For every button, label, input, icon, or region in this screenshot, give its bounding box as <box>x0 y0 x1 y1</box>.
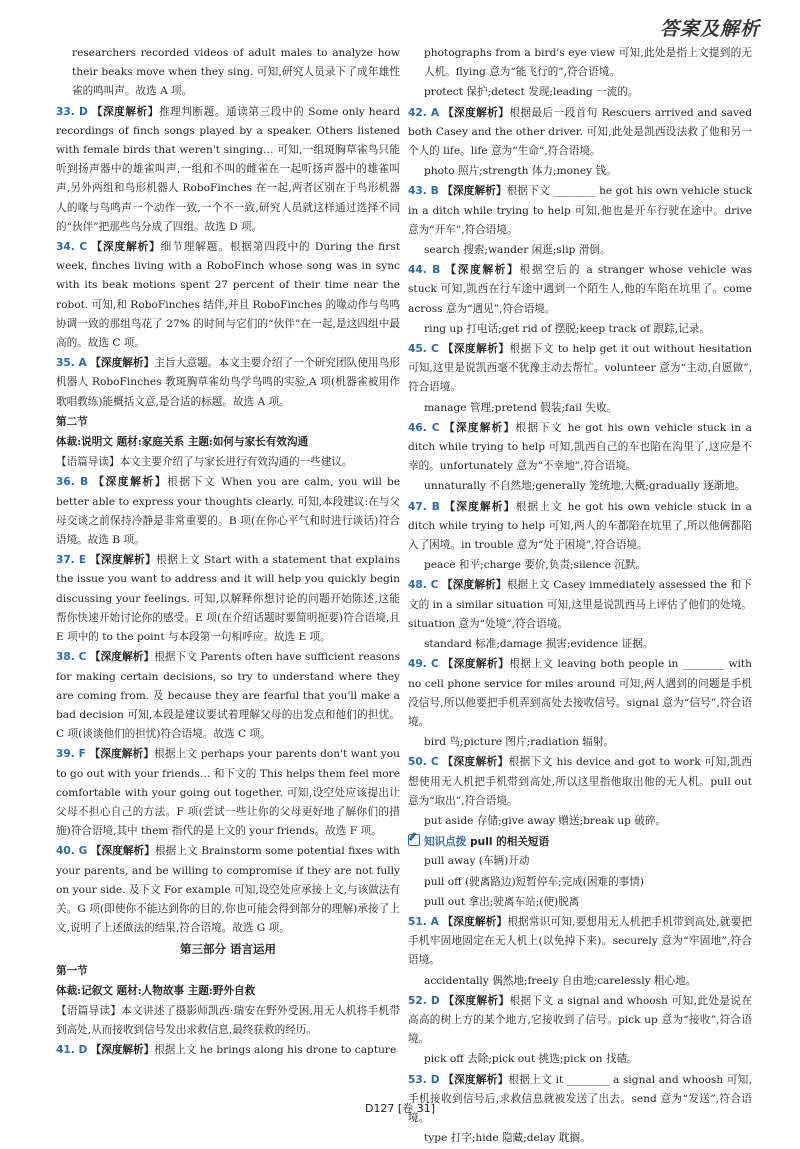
part-heading: 第三部分 语言运用 <box>179 942 276 957</box>
answer-item <box>56 745 400 841</box>
knowledge-point <box>408 833 752 852</box>
paragraph: 【语篇导读】本文主要介绍了与家长进行有效沟通的一些建议。 <box>56 456 353 469</box>
right-column <box>408 44 752 1149</box>
analysis-tag: 【深度解析】 <box>442 658 510 671</box>
answer-item <box>408 261 752 319</box>
paragraph: ring up 打电话;get rid of 摆脱;keep track of 跟踪,记录。 <box>424 322 710 335</box>
paragraph: manage 管理;pretend 假装;fail 失败。 <box>424 401 618 414</box>
answer-number: 42. A <box>408 106 440 119</box>
paragraph: standard 标准;damage 损害;evidence 证据。 <box>424 638 654 651</box>
analysis-tag: 【深度解析】 <box>442 106 510 119</box>
analysis-tag: 【深度解析】 <box>443 994 510 1007</box>
paragraph: unnaturally 不自然地;generally 笼统地,大概;gradually 逐渐地。 <box>424 480 746 493</box>
analysis-tag: 【深度解析】 <box>91 241 161 254</box>
paragraph: search 搜索;wander 闲逛;slip 滑倒。 <box>424 244 611 257</box>
analysis-tag: 【深度解析】 <box>442 915 508 928</box>
answer-item <box>408 913 752 971</box>
answer-text: 根据下文 a signal and whoosh 可知,此处是说在高高的树上方的某个地方,它接收到了信号。pick up 意为“接收”,符合语境。 <box>408 994 753 1046</box>
paragraph: 【语篇导读】本文讲述了摄影师凯西·瑞安在野外受困,用无人机将手机带到高处,从而接收到信号发出求救信息,最终获救的经历。 <box>56 1004 400 1037</box>
section-heading: 体裁:记叙文 题材:人物故事 主题:野外自救 <box>56 984 256 997</box>
answer-text: 根据下文 his device and got to work 可知,凯西想使用无人机把手机带到高处,所以这里指他取出他的无人机。pull out 意为“取出”,符合语境。 <box>408 756 753 807</box>
pencil-icon <box>408 834 420 846</box>
answer-item <box>408 182 752 240</box>
paragraph: pull away (车辆)开动 <box>424 855 530 868</box>
answer-number: 45. C <box>408 343 439 356</box>
answer-number: 53. D <box>408 1073 440 1086</box>
paragraph: peace 和平;charge 要价,负责;silence 沉默。 <box>424 559 647 572</box>
answer-number: 41. D <box>56 1044 88 1057</box>
answer-number: 34. C <box>56 241 88 254</box>
answer-item <box>56 473 400 550</box>
paragraph: pick off 去除;pick out 挑选;pick on 找碴。 <box>424 1053 638 1066</box>
analysis-tag: 【深度解析】 <box>89 651 155 664</box>
answer-text: 细节理解题。根据第四段中的 During the first week, finches living with a RoboFinch whose song was in sync with its beak motions spent 27 percent of their time near the robot. 可知,和 RoboFinches 结伴,并且 RoboFinches 的喙动作与鸟鸣协调一致的那组鸟花了 27% 的时间与它们的“伙伴”在一起,是这四组中最高的。故选 C 项。 <box>56 241 401 350</box>
answer-number: 40. G <box>56 845 88 858</box>
answer-number: 49. C <box>408 658 439 671</box>
answer-number: 43. B <box>408 185 439 198</box>
analysis-tag: 【深度解析】 <box>442 185 507 198</box>
knowledge-point-label: 知识点拨 <box>424 836 467 849</box>
answer-number: 46. C <box>408 421 440 434</box>
answer-number: 44. B <box>408 264 441 277</box>
answer-number: 33. D <box>56 105 88 118</box>
left-column <box>56 44 400 1062</box>
answer-text: 根据下文 When you are calm, you will be better able to express your thoughts clearly. 可知,本段建议:在与父母交谈之前保持冷静是非常重要的。B 项(在你心平气和时进行谈话)符合语境。故选 B 项。 <box>56 476 401 547</box>
answer-item <box>56 103 400 237</box>
answer-number: 47. B <box>408 500 440 513</box>
answer-number: 36. B <box>56 476 89 489</box>
answer-item <box>56 551 400 647</box>
answer-number: 50. C <box>408 756 439 769</box>
analysis-tag: 【深度解析】 <box>445 264 520 277</box>
page-footer: D127 [卷 31] <box>364 1102 436 1115</box>
answer-text: 根据上文 Brainstorm some potential fixes with your parents, and be willing to compromise if they are not fully on your side. 及下文 For example 可知,设空处应承接上文,与该做法有关。G 项(即使你不能达到你的目的,你也可能会得到部分的理解)承接了上文,说明了上述做法的结果,符合语境。故选 G 项。 <box>56 845 400 935</box>
analysis-tag: 【深度解析】 <box>89 748 155 761</box>
analysis-tag: 【深度解析】 <box>442 343 510 356</box>
answer-number: 37. E <box>56 554 87 567</box>
answer-item <box>408 419 752 477</box>
answer-item <box>408 498 752 556</box>
answer-text: 根据上文 he brings along his drone to capture <box>154 1044 397 1057</box>
answer-number: 35. A <box>56 357 87 370</box>
answer-text: 根据常识可知,要想用无人机把手机带到高处,就要把手机牢固地固定在无人机上(以免掉下来)。securely 意为“牢固地”,符合语境。 <box>408 915 753 967</box>
analysis-tag: 【深度解析】 <box>91 105 159 118</box>
section-heading: 体裁:说明文 题材:家庭关系 主题:如何与家长有效沟通 <box>56 436 309 449</box>
section-heading: 第一节 <box>56 964 88 977</box>
answer-text: 推理判断题。通读第三段中的 Some only heard recordings of finch songs played by a speaker. Others listened with female birds that weren't singing… 可知,一组斑胸草雀鸟只能听到扬声器中的雄雀叫声,一组和不叫的雌雀在一起听扬声器中的雄雀叫声,另外两组和鸟形机器人 RoboFinches 在一起,两者区别在于鸟形机器人的喙与鸟鸣声一个动作一致,一个不一致,研究人员就这样通过选择不同的“伙伴”把那些鸟分成了四组。故选 D 项。 <box>56 105 401 233</box>
analysis-tag: 【深度解析】 <box>89 554 157 567</box>
answer-text: 主旨大意题。本文主要介绍了一个研究团队使用鸟形机器人 RoboFinches 教斑胸草雀幼鸟学鸟鸣的实验,A 项(机器雀被用作歌唱教练)能概括文意,是合适的标题。故选 A 项。 <box>56 357 401 408</box>
analysis-tag: 【深度解析】 <box>90 845 155 858</box>
answer-text: 根据上文 it ________ a signal and whoosh 可知,手机接收到信号后,求救信息就被发送了出去。send 意为“发送”,符合语境。 <box>408 1073 753 1124</box>
analysis-tag: 【深度解析】 <box>442 756 509 769</box>
answer-item <box>408 992 752 1050</box>
answer-number: 38. C <box>56 651 87 664</box>
answer-text: 根据下文 ________ he got his own vehicle stuck in a ditch while trying to help 可知,他也是开车行驶在途中。drive 意为“开车”,符合语境。 <box>408 185 753 236</box>
analysis-tag: 【深度解析】 <box>444 421 516 434</box>
knowledge-point-title: pull 的相关短语 <box>470 836 550 849</box>
paragraph: accidentally 偶然地;freely 自由地;carelessly 粗心地。 <box>424 974 697 987</box>
answer-text: 根据最后一段首句 Rescuers arrived and saved both Casey and the other driver. 可知,此处是凯西设法救了他和另一个人的 life。life 意为“生命”,符合语境。 <box>408 106 752 158</box>
paragraph: researchers recorded videos of adult males to analyze how their beaks move when they sing. 可知,研究人员录下了成年雄性雀的鸣叫声。故选 A 项。 <box>72 47 400 98</box>
answer-number: 39. F <box>56 748 86 761</box>
answer-text: 根据上文 he got his own vehicle stuck in a ditch while trying to help 可知,两人的车都陷在坑里了,所以他俩都陷入了困境。in trouble 意为“处于困境”,符合语境。 <box>408 500 752 552</box>
answer-text: 根据空后的 a stranger whose vehicle was stuck 可知,凯西在行车途中遇到一个陌生人,他的车陷在坑里了。come across 意为“遇见”,符合语境。 <box>408 264 753 315</box>
paragraph: pull out 拿出;驶离车站;(使)脱离 <box>424 895 580 908</box>
analysis-tag: 【深度解析】 <box>90 1044 155 1057</box>
answer-text: 根据下文 Parents often have sufficient reasons for making certain decisions, so try to understand where they are coming from. 及 because they are fearful that you'll make a bad decision 可知,本段是建议要试着理解父母的出发点和他们的担忧。C 项(谈谈他们的担忧)符合语境。故选 C 项。 <box>56 651 400 741</box>
answer-text: 根据上文 perhaps your parents don't want you to go out with your friends… 和下文的 This helps them feel more comfortable with your going out together. 可知,设空处应该提出让父母不担心自己的方法。F 项(尝试一些让你的父母更好地了解你们的措施)符合语境,其中 them 指代的是上文的 your friends。故选 F 项。 <box>56 748 400 838</box>
answer-item <box>408 340 752 398</box>
answer-number: 51. A <box>408 915 439 928</box>
answer-item <box>56 238 400 353</box>
answer-text: 根据上文 leaving both people in ________ with no cell phone service for miles around 可知,两人遇到的问题是手机没信号,所以他要把手机弄到高处去接收信号。signal 意为“信号”,符合语境。 <box>408 658 752 728</box>
answer-item <box>56 648 400 744</box>
paragraph: pull off (驶离路边)短暂停车;完成(困难的事情) <box>424 875 645 888</box>
answer-item <box>56 842 400 938</box>
answer-number: 52. D <box>408 994 440 1007</box>
page-header: 答案及解析 <box>659 18 760 40</box>
paragraph: protect 保护;detect 发现;leading 一流的。 <box>424 86 639 99</box>
answer-text: 根据上文 Start with a statement that explains the issue you want to address and it will help you quickly begin discussing your feelings. 可知,以解释你想讨论的问题开始陈述,这能帮你快速开始讨论你的感受。E 项(在介绍话题时要简明扼要)符合语境,且 E 项中的 to the point 与本段第一句相呼应。故选 E 项。 <box>56 554 401 644</box>
answer-item <box>408 753 752 811</box>
answer-item <box>408 576 752 634</box>
answer-item <box>408 655 752 732</box>
answer-item <box>408 104 752 162</box>
paragraph: type 打字;hide 隐藏;delay 耽搁。 <box>424 1132 591 1145</box>
paragraph: photographs from a bird's eye view 可知,此处是指上文提到的无人机。flying 意为“能飞行的”,符合语境。 <box>424 47 752 79</box>
answer-text: 根据下文 he got his own vehicle stuck in a ditch while trying to help 可知,凯西自己的车也陷在沟里了,这应是不幸的。unfortunately 意为“不幸地”,符合语境。 <box>408 421 752 473</box>
analysis-tag: 【深度解析】 <box>441 579 507 592</box>
answer-item <box>56 1041 400 1060</box>
paragraph: put aside 存储;give away 赠送;break up 破碎。 <box>424 814 667 827</box>
paragraph: bird 鸟;picture 图片;radiation 辐射。 <box>424 736 615 749</box>
answer-text: 根据上文 Casey immediately assessed the 和下文的 in a similar situation 可知,这里是说凯西马上评估了他们的处境。situation 意为“处境”,符合语境。 <box>408 579 752 630</box>
paragraph: photo 照片;strength 体力;money 钱。 <box>424 165 617 178</box>
analysis-tag: 【深度解析】 <box>90 357 155 370</box>
analysis-tag: 【深度解析】 <box>443 1073 509 1086</box>
section-heading: 第二节 <box>56 415 88 428</box>
analysis-tag: 【深度解析】 <box>93 476 168 489</box>
answer-item <box>56 354 400 412</box>
answer-text: 根据下文 to help get it out without hesitation 可知,这里是说凯西毫不犹豫主动去帮忙。volunteer 意为“主动,自愿做”,符合语境。 <box>408 343 752 394</box>
answer-number: 48. C <box>408 579 439 592</box>
analysis-tag: 【深度解析】 <box>444 500 516 513</box>
